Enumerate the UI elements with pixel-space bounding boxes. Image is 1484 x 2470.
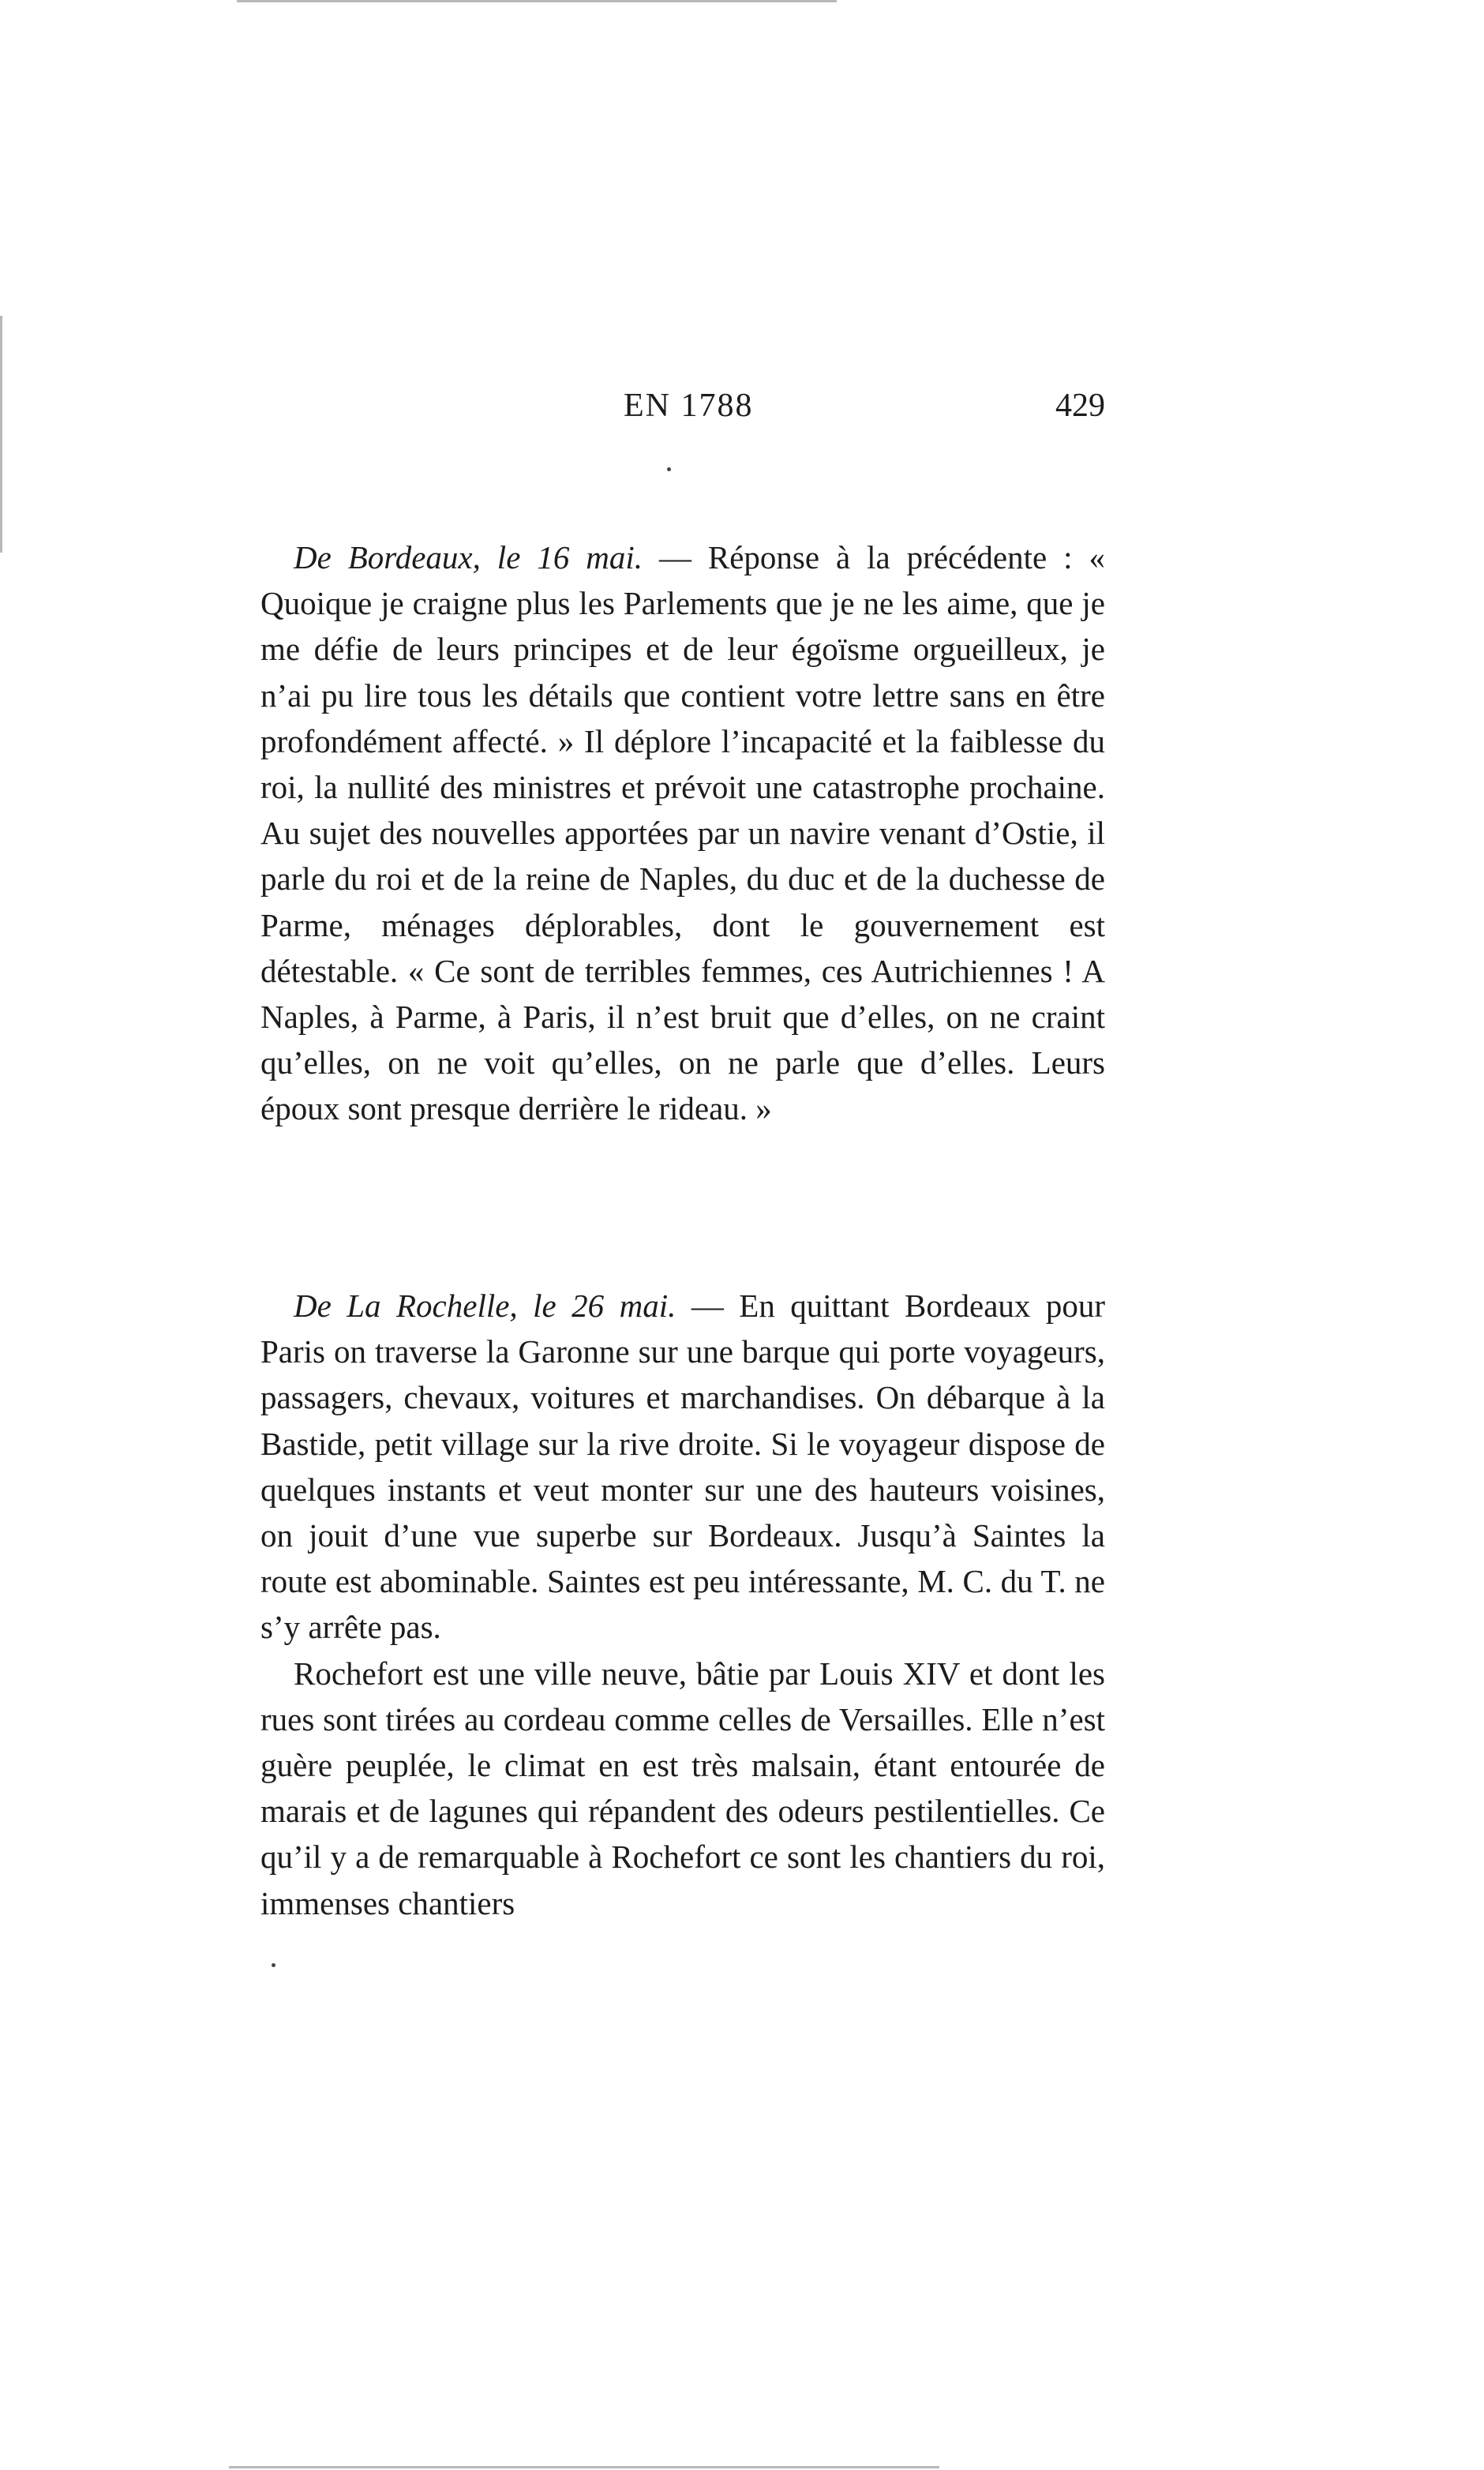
entry-dateline: De Bordeaux, le 16 mai. — [294, 539, 643, 575]
dateline-dash: — — [643, 539, 708, 575]
ink-speck — [272, 1963, 275, 1967]
paragraph-text: En quittant Bordeaux pour Paris on traverse la Garonne sur une barque qui porte voyageurs, passagers, chevaux, voitures et marchandises. On débarque à la Bastide, petit village sur la rive droite. Si le voyageur dispose de quelques instants et veut monter sur une des hauteurs voisines, on jouit d’une vue superbe sur Bordeaux. Jusqu’à Saintes la route est abominable. Saintes est peu intéressante, M. C. du T. ne s’y arrête pas. — [260, 1287, 1106, 1646]
entry-dateline: De La Rochelle, le 26 mai. — [294, 1287, 676, 1324]
dateline-dash: — — [676, 1287, 740, 1324]
entry-paragraph — [260, 1651, 1105, 1926]
scan-edge-bottom — [229, 2466, 939, 2468]
ink-speck — [667, 467, 671, 471]
scan-edge-top — [237, 0, 837, 2]
running-head — [260, 387, 1105, 434]
paragraph-text: Réponse à la précédente : « Quoique je craigne plus les Parlements que je ne les aime, que je me défie de leurs principes et de leur égoïsme orgueilleux, je n’ai pu lire tous les détails que contient votre lettre sans en être profondément affecté. » Il déplore l’incapacité et la faiblesse du roi, la nullité des ministres et prévoit une catastrophe prochaine. Au sujet des nouvelles apportées par un navire venant d’Ostie, il parle du roi et de la reine de Naples, du duc et de la duchesse de Parme, ménages déplorables, dont le gouvernement est détestable. « Ce sont de terribles femmes, ces Autrichiennes ! A Naples, à Parme, à Paris, il n’est bruit que d’elles, on ne craint qu’elles, on ne voit qu’elles, on ne parle que d’elles. Leurs époux sont presque derrière le rideau. » — [260, 539, 1105, 1127]
running-head-title: EN 1788 — [624, 388, 754, 424]
scan-edge-left — [0, 316, 2, 553]
entry-la-rochelle — [260, 1283, 1105, 1926]
entry-paragraph — [260, 534, 1105, 1132]
page-number: 429 — [1055, 388, 1105, 424]
entry-paragraph — [260, 1283, 1105, 1651]
entry-bordeaux — [260, 534, 1105, 1132]
paragraph-text: Rochefort est une ville neuve, bâtie par Louis XIV et dont les rues sont tirées au cordeau comme celles de Versailles. Elle n’est guère peuplée, le climat en est très malsain, étant entourée de marais et de lagunes qui répandent des odeurs pestilentielles. Ce qu’il y a de remarquable à Rochefort ce sont les chantiers du roi, immenses chantiers — [260, 1655, 1105, 1921]
